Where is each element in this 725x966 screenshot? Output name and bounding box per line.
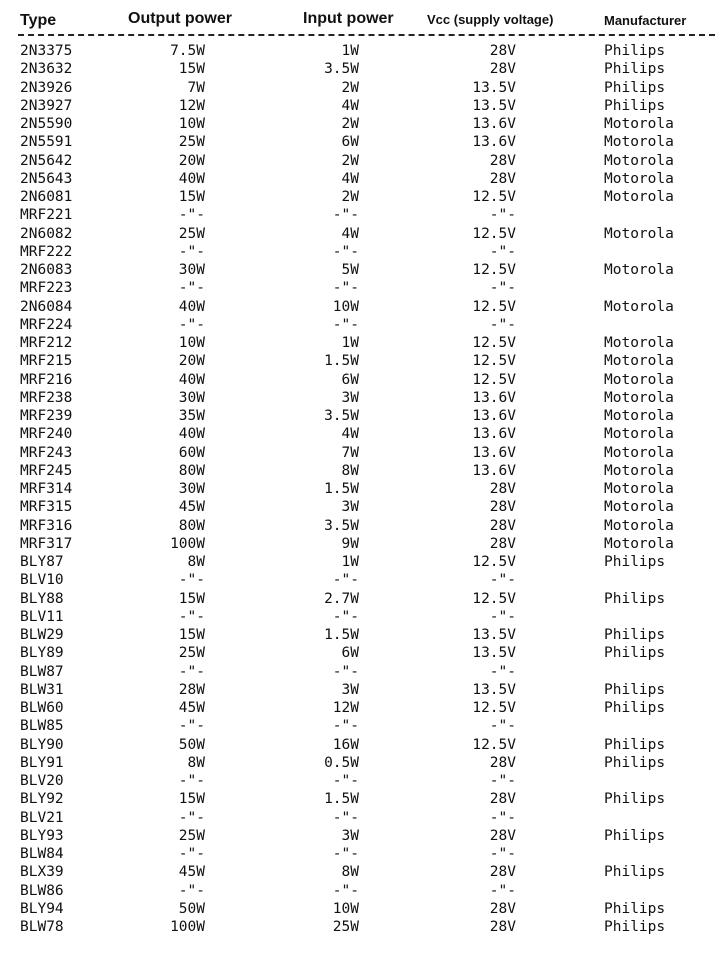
cell-input-power: 3.5W [324,408,359,424]
cell-type: 2N5643 [20,170,73,187]
cell-vcc: 28V [489,535,516,552]
cell-vcc: 12.5V [472,298,516,315]
table-row [0,206,725,224]
cell-type: MRF221 [20,207,73,224]
cell-input-power: 6W [341,371,359,388]
cell-type: BLY90 [20,736,64,753]
table-row [0,444,725,462]
cell-output-power: 30W [178,389,205,406]
cell-output-power: 20W [178,353,205,370]
cell-manufacturer: Philips [604,79,666,96]
cell-manufacturer: Philips [604,590,666,607]
cell-input-power: 3W [341,499,359,516]
table-row [0,535,725,553]
cell-vcc: -"- [489,207,516,224]
cell-type: BLW86 [20,882,64,899]
table-row [0,571,725,589]
cell-input-power: 2.7W [324,590,359,607]
cell-type: BLW85 [20,718,64,735]
cell-output-power: 100W [170,919,205,935]
cell-input-power: -"- [332,243,359,260]
table-row [0,133,725,151]
cell-type: BLY92 [20,791,64,808]
cell-vcc: 12.5V [472,554,516,570]
table-row [0,279,725,297]
cell-input-power: 10W [332,298,359,315]
cell-type: BLW60 [20,700,64,716]
cell-manufacturer: Motorola [604,353,674,370]
table-row [0,462,725,480]
cell-type: BLY88 [20,590,64,607]
cell-manufacturer: Philips [604,43,666,59]
cell-type: MRF224 [20,316,73,333]
cell-vcc: 28V [489,152,516,169]
cell-vcc: 12.5V [472,700,516,716]
cell-input-power: 3.5W [324,61,359,78]
table-row [0,42,725,60]
cell-input-power: 3W [341,389,359,406]
cell-vcc: 13.6V [472,134,516,151]
table-row [0,644,725,662]
cell-manufacturer: Philips [604,645,666,662]
cell-manufacturer: Motorola [604,371,674,388]
cell-output-power: 8W [187,554,205,570]
cell-vcc: 13.6V [472,408,516,424]
cell-vcc: -"- [489,663,516,680]
cell-input-power: 3W [341,681,359,698]
cell-input-power: -"- [332,809,359,826]
cell-vcc: 12.5V [472,736,516,753]
cell-type: BLW87 [20,663,64,680]
cell-output-power: -"- [178,243,205,260]
cell-output-power: 45W [178,499,205,516]
cell-vcc: -"- [489,608,516,625]
cell-input-power: -"- [332,718,359,735]
cell-manufacturer: Philips [604,754,666,771]
cell-output-power: 7.5W [170,43,205,59]
cell-manufacturer: Motorola [604,116,674,132]
cell-input-power: 10W [332,900,359,917]
cell-manufacturer: Motorola [604,134,674,151]
cell-output-power: 25W [178,225,205,242]
cell-input-power: 5W [341,262,359,278]
table-row [0,517,725,535]
cell-type: MRF315 [20,499,73,516]
table-row [0,316,725,334]
cell-vcc: 28V [489,43,516,59]
cell-input-power: 12W [332,700,359,716]
table-row [0,754,725,772]
cell-type: MRF243 [20,444,73,461]
cell-manufacturer: Philips [604,864,666,881]
cell-input-power: 16W [332,736,359,753]
cell-manufacturer: Motorola [604,189,674,205]
table-row [0,480,725,498]
table-row [0,97,725,115]
cell-output-power: 40W [178,426,205,443]
table-row [0,681,725,699]
cell-type: 2N5591 [20,134,73,151]
cell-vcc: 28V [489,791,516,808]
cell-vcc: 28V [489,170,516,187]
header-manufacturer: Manufacturer [604,13,687,28]
cell-type: BLX39 [20,864,64,881]
cell-vcc: 13.5V [472,645,516,662]
table-row [0,188,725,206]
cell-type: MRF216 [20,371,73,388]
cell-output-power: 7W [187,79,205,96]
cell-type: MRF215 [20,353,73,370]
cell-input-power: 3W [341,827,359,844]
cell-output-power: -"- [178,846,205,862]
cell-output-power: 40W [178,371,205,388]
cell-type: BLW31 [20,681,64,698]
table-row [0,261,725,279]
cell-type: BLY94 [20,900,64,917]
cell-output-power: -"- [178,663,205,680]
header-vcc: Vcc (supply voltage) [427,12,554,27]
cell-vcc: -"- [489,882,516,899]
cell-output-power: 15W [178,590,205,607]
cell-type: MRF314 [20,481,73,497]
table-row [0,225,725,243]
cell-input-power: 1.5W [324,791,359,808]
table-header [0,10,725,32]
table-row [0,626,725,644]
cell-vcc: 13.6V [472,444,516,461]
cell-output-power: -"- [178,773,205,789]
cell-input-power: 1.5W [324,481,359,497]
cell-type: 2N5642 [20,152,73,169]
cell-vcc: -"- [489,773,516,789]
cell-output-power: 45W [178,700,205,716]
cell-vcc: 12.5V [472,262,516,278]
cell-vcc: 28V [489,754,516,771]
cell-manufacturer: Motorola [604,444,674,461]
cell-type: MRF240 [20,426,73,443]
cell-output-power: -"- [178,280,205,297]
cell-input-power: 6W [341,645,359,662]
cell-output-power: 15W [178,61,205,78]
cell-manufacturer: Philips [604,827,666,844]
cell-type: BLY89 [20,645,64,662]
cell-output-power: 20W [178,152,205,169]
header-output-power: Output power [128,10,232,27]
cell-vcc: 13.6V [472,389,516,406]
cell-vcc: 12.5V [472,225,516,242]
cell-vcc: 13.5V [472,97,516,114]
cell-type: MRF223 [20,280,73,297]
cell-vcc: 28V [489,864,516,881]
cell-type: MRF238 [20,389,73,406]
cell-manufacturer: Motorola [604,262,674,278]
table-row [0,772,725,790]
cell-input-power: -"- [332,316,359,333]
cell-type: MRF222 [20,243,73,260]
cell-type: 2N3927 [20,97,73,114]
cell-output-power: -"- [178,572,205,589]
cell-vcc: -"- [489,316,516,333]
cell-input-power: 1.5W [324,627,359,643]
cell-input-power: 0.5W [324,754,359,771]
cell-output-power: 25W [178,645,205,662]
cell-input-power: 2W [341,79,359,96]
cell-vcc: 12.5V [472,335,516,351]
table-row [0,152,725,170]
header-input-power: Input power [303,10,394,27]
cell-input-power: -"- [332,572,359,589]
cell-output-power: 50W [178,900,205,917]
cell-type: BLY87 [20,554,64,570]
cell-type: MRF212 [20,335,73,351]
cell-manufacturer: Philips [604,700,666,716]
table-row [0,553,725,571]
cell-input-power: 8W [341,462,359,479]
cell-type: BLV11 [20,608,64,625]
cell-type: 2N5590 [20,116,73,132]
cell-manufacturer: Philips [604,900,666,917]
table-row [0,498,725,516]
cell-output-power: 15W [178,791,205,808]
cell-input-power: 4W [341,170,359,187]
cell-vcc: 12.5V [472,371,516,388]
cell-output-power: 80W [178,517,205,534]
cell-manufacturer: Motorola [604,535,674,552]
cell-manufacturer: Motorola [604,426,674,443]
cell-type: BLV10 [20,572,64,589]
cell-type: BLY93 [20,827,64,844]
cell-vcc: 13.5V [472,627,516,643]
cell-type: 2N6084 [20,298,73,315]
cell-input-power: -"- [332,280,359,297]
cell-output-power: -"- [178,207,205,224]
cell-output-power: 28W [178,681,205,698]
cell-manufacturer: Motorola [604,389,674,406]
table-row [0,863,725,881]
table-body [0,42,725,936]
cell-output-power: 15W [178,627,205,643]
cell-vcc: 28V [489,499,516,516]
table-row [0,425,725,443]
table-row [0,663,725,681]
cell-type: BLW84 [20,846,64,862]
cell-vcc: -"- [489,809,516,826]
cell-input-power: 4W [341,225,359,242]
cell-output-power: 10W [178,116,205,132]
cell-input-power: -"- [332,846,359,862]
cell-output-power: 40W [178,298,205,315]
table-row [0,736,725,754]
cell-vcc: 12.5V [472,590,516,607]
cell-output-power: -"- [178,882,205,899]
cell-input-power: 25W [332,919,359,935]
cell-output-power: 45W [178,864,205,881]
cell-manufacturer: Motorola [604,408,674,424]
cell-type: 2N6081 [20,189,73,205]
cell-output-power: -"- [178,608,205,625]
table-row [0,170,725,188]
cell-output-power: 10W [178,335,205,351]
cell-vcc: 28V [489,61,516,78]
cell-output-power: 15W [178,189,205,205]
header-divider [18,34,715,36]
cell-vcc: 28V [489,481,516,497]
table-row [0,407,725,425]
cell-manufacturer: Philips [604,627,666,643]
table-row [0,60,725,78]
cell-manufacturer: Motorola [604,170,674,187]
cell-manufacturer: Philips [604,554,666,570]
table-row [0,918,725,936]
cell-vcc: -"- [489,243,516,260]
cell-type: 2N3632 [20,61,73,78]
table-row [0,389,725,407]
cell-output-power: 40W [178,170,205,187]
cell-manufacturer: Motorola [604,335,674,351]
cell-input-power: -"- [332,773,359,789]
table-row [0,298,725,316]
cell-output-power: 30W [178,481,205,497]
cell-output-power: 30W [178,262,205,278]
table-row [0,882,725,900]
cell-output-power: 8W [187,754,205,771]
cell-manufacturer: Philips [604,61,666,78]
cell-input-power: -"- [332,663,359,680]
cell-output-power: 25W [178,134,205,151]
cell-type: BLW78 [20,919,64,935]
table-row [0,809,725,827]
table-row [0,371,725,389]
cell-type: 2N3375 [20,43,73,59]
cell-vcc: 13.5V [472,79,516,96]
cell-input-power: 2W [341,116,359,132]
table-row [0,590,725,608]
cell-type: MRF245 [20,462,73,479]
cell-manufacturer: Motorola [604,298,674,315]
cell-vcc: 28V [489,517,516,534]
cell-vcc: 13.6V [472,116,516,132]
cell-type: 2N6082 [20,225,73,242]
cell-input-power: 6W [341,134,359,151]
cell-output-power: 80W [178,462,205,479]
cell-manufacturer: Philips [604,919,666,935]
cell-input-power: -"- [332,608,359,625]
cell-vcc: 13.5V [472,681,516,698]
cell-input-power: -"- [332,207,359,224]
cell-input-power: 4W [341,426,359,443]
cell-manufacturer: Philips [604,736,666,753]
cell-output-power: -"- [178,316,205,333]
cell-type: BLV20 [20,773,64,789]
cell-manufacturer: Motorola [604,152,674,169]
cell-input-power: 8W [341,864,359,881]
cell-type: MRF317 [20,535,73,552]
cell-vcc: 28V [489,900,516,917]
cell-input-power: 2W [341,189,359,205]
cell-input-power: 1W [341,335,359,351]
cell-vcc: -"- [489,718,516,735]
cell-vcc: 13.6V [472,426,516,443]
table-row [0,790,725,808]
cell-type: BLY91 [20,754,64,771]
table-row [0,334,725,352]
cell-manufacturer: Motorola [604,481,674,497]
cell-vcc: 28V [489,919,516,935]
cell-input-power: -"- [332,882,359,899]
cell-type: BLV21 [20,809,64,826]
cell-output-power: -"- [178,809,205,826]
cell-type: 2N6083 [20,262,73,278]
table-row [0,827,725,845]
cell-vcc: -"- [489,846,516,862]
cell-input-power: 9W [341,535,359,552]
cell-vcc: 12.5V [472,353,516,370]
cell-output-power: 25W [178,827,205,844]
cell-output-power: 100W [170,535,205,552]
cell-manufacturer: Philips [604,791,666,808]
table-row [0,352,725,370]
cell-vcc: -"- [489,572,516,589]
cell-type: BLW29 [20,627,64,643]
table-row [0,243,725,261]
cell-output-power: 50W [178,736,205,753]
cell-output-power: 35W [178,408,205,424]
table-row [0,699,725,717]
table-row [0,79,725,97]
cell-input-power: 2W [341,152,359,169]
cell-manufacturer: Philips [604,681,666,698]
header-type: Type [20,12,57,29]
cell-type: MRF316 [20,517,73,534]
cell-input-power: 1W [341,43,359,59]
cell-manufacturer: Motorola [604,225,674,242]
cell-output-power: 60W [178,444,205,461]
cell-input-power: 7W [341,444,359,461]
cell-input-power: 3.5W [324,517,359,534]
cell-vcc: -"- [489,280,516,297]
cell-input-power: 1.5W [324,353,359,370]
table-row [0,845,725,863]
table-row [0,608,725,626]
cell-manufacturer: Motorola [604,462,674,479]
table-row [0,115,725,133]
cell-output-power: -"- [178,718,205,735]
table-row [0,900,725,918]
cell-manufacturer: Philips [604,97,666,114]
cell-vcc: 12.5V [472,189,516,205]
cell-input-power: 4W [341,97,359,114]
cell-output-power: 12W [178,97,205,114]
cell-input-power: 1W [341,554,359,570]
cell-type: MRF239 [20,408,73,424]
table-row [0,717,725,735]
cell-type: 2N3926 [20,79,73,96]
cell-manufacturer: Motorola [604,499,674,516]
cell-vcc: 13.6V [472,462,516,479]
cell-manufacturer: Motorola [604,517,674,534]
cell-vcc: 28V [489,827,516,844]
